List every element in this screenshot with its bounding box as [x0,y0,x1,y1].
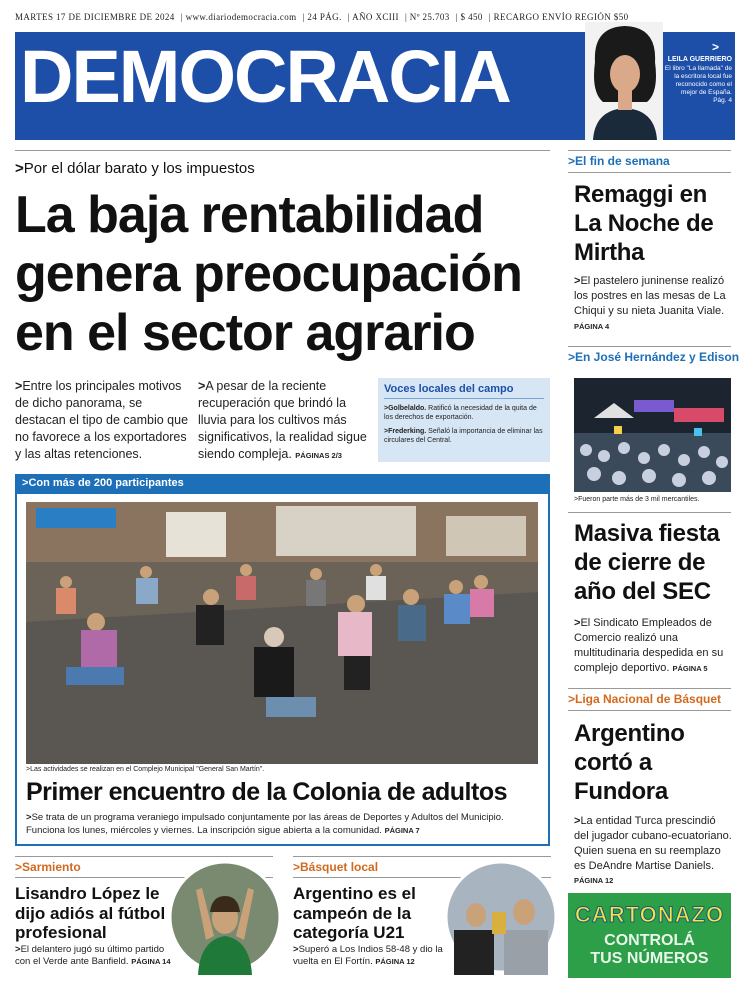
divider [568,512,731,513]
remaggi-page-ref: PÁGINA 4 [574,321,610,331]
lead-kicker-text: Por el dólar barato y los impuestos [23,160,255,177]
basquet-local-page-ref: PÁGINA 12 [375,957,415,967]
promo-text: El libro "La llamada" de la escritora local fue reconocido como el mejor de España. [664,64,732,97]
lead-column-1: >Entre los principales motivos de dicho panorama, se destacan el tipo de cambio que no favorece a los exportadores y las altas retenciones. [15,379,189,461]
feature-headline[interactable]: Primer encuentro de la Colonia de adultos [26,778,507,806]
sec-caption-text: Fueron parte más de 3 mil mercantiles. [578,496,700,503]
remaggi-body: >El pastelero juninense realizó los postres en las mesas de La Chiqui y su nieta Juanita Viale. PÁGINA 4 [574,275,726,331]
basquet-local-headline[interactable]: Argentino es el campeón de la categoría U21 [293,884,416,943]
basquet-local-body-text: Superó a Los Indios 58-48 y dio la vuelta en El Fortín. [293,944,443,968]
shipping-surcharge: RECARGO ENVÍO REGIÓN $50 [493,12,629,22]
divider [568,346,731,347]
lead-page-ref: PÁGINAS 2/3 [295,450,342,460]
fundora-body: >La entidad Turca prescindió del jugador cubano-ecuatoriano. Quien suena en su reemplazo es DeAndre Martise Daniels. PÁGINA 12 [574,815,732,886]
liga-label-text: Liga Nacional de Básquet [575,692,722,706]
newspaper-logo: DEMOCRACIA [20,35,510,118]
remaggi-body-text: El pastelero juninense realizó los postres en las mesas de La Chiqui y su nieta Juanita Viale. [574,275,726,317]
issue-date: MARTES 17 DE DICIEMBRE DE 2024 [15,12,175,22]
weekend-label: >El fin de semana [568,154,670,168]
divider [15,856,273,857]
lead-headline[interactable]: La baja rentabilidad genera preocupación en el sector agrario [15,186,522,362]
sec-body: >El Sindicato Empleados de Comercio realizó una multitudinaria despedida en su complejo deportivo. PÁGINA 5 [574,617,724,674]
voces-item1-name: Golbelaldo. [388,405,427,412]
sec-party-photo [574,378,731,492]
issue-info-strip: MARTES 17 DE DICIEMBRE DE 2024 | www.diariodemocracia.com | 24 PÁG. | AÑO XCIII | Nº 25.703 | $ 450 | RECARGO ENVÍO REGIÓN $50 [15,12,629,22]
sec-photo-caption: >Fueron parte más de 3 mil mercantiles. [574,496,700,503]
lead-column-2: >A pesar de la reciente recuperación que brindó la lluvia para los cultivos más significativos, la realidad sigue siendo compleja. PÁGINAS 2/3 [198,379,367,461]
weekend-label-text: El fin de semana [575,154,670,168]
player-photo [168,860,283,975]
voces-item: >Golbelaldo. Ratificó la necesidad de la quita de los derechos de exportación. [384,405,537,422]
sec-headline[interactable]: Masiva fiesta de cierre de año del SEC [574,520,720,605]
fundora-body-text: La entidad Turca prescindió del jugador cubano-ecuatoriano. Quien suena en su reemplazo es DeAndre Martise Daniels. [574,815,732,872]
promo-arrow-icon: > [712,40,720,54]
divider [568,150,731,151]
feature-caption-text: Las actividades se realizan en el Complejo Municipal "General San Martín". [30,766,265,773]
voces-item1-text: Ratificó la necesidad de la quita de los derechos de exportación. [384,405,537,422]
promo-page: Pág. 4 [713,97,732,105]
liga-label: >Liga Nacional de Básquet [568,692,722,706]
lead-kicker: >Por el dólar barato y los impuestos [15,160,255,177]
sec-label: >En José Hernández y Edison [568,350,740,364]
divider [568,688,731,689]
cartonazo-logo: CARTONAZO [574,902,725,927]
issue-number: Nº 25.703 [409,12,450,22]
promo-blurb[interactable] [662,42,732,105]
basquet-local-label-text: Básquet local [300,860,379,874]
sec-body-text: El Sindicato Empleados de Comercio realizó una multitudinaria despedida en su complejo deportivo. [574,617,724,674]
voces-item: >Frederking. Señaló la importancia de eliminar las circulares del Central. [384,428,543,445]
divider [568,172,731,173]
lead-col2-text: A pesar de la reciente recuperación que brindó la lluvia para los cultivos más significativos, la realidad sigue siendo compleja. [198,379,367,461]
divider [293,856,551,857]
sec-label-text: En José Hernández y Edison [575,350,740,364]
gym-class-photo [26,502,538,764]
remaggi-headline[interactable]: Remaggi en La Noche de Mirtha [574,181,714,266]
sarmiento-body: >El delantero jugó su último partido con el Verde ante Banfield. PÁGINA 14 [15,944,171,968]
sarmiento-headline[interactable]: Lisandro López le dijo adiós al fútbol profesional [15,884,166,943]
promo-portrait-photo [585,22,663,140]
basketball-photo [444,860,559,975]
cartonazo-slogan [568,932,731,967]
feature-body: >Se trata de un programa veraniego impulsado conjuntamente por las áreas de Deportes y Adultos del Municipio. Funciona los lunes, miércoles y viernes. La inscripción sigue abierta a la comunidad. PÁGINA 7 [26,812,504,836]
sarmiento-label-text: Sarmiento [22,860,81,874]
ad-slogan-line1: CONTROLÁ [604,932,695,949]
basquet-local-body: >Superó a Los Indios 58-48 y dio la vuelta en El Fortín. PÁGINA 12 [293,944,443,968]
fundora-headline[interactable]: Argentino cortó a Fundora [574,720,685,805]
feature-label: Con más de 200 participantes [28,477,184,489]
lead-col1-text: Entre los principales motivos de dicho panorama, se destacan el tipo de cambio que no favorece a los exportadores y las altas retenciones. [15,379,189,461]
sarmiento-page-ref: PÁGINA 14 [131,957,171,967]
voces-item2-text: Señaló la importancia de eliminar las circulares del Central. [384,428,543,445]
issue-year: AÑO XCIII [352,12,399,22]
sarmiento-label: >Sarmiento [15,860,81,874]
issue-price: $ 450 [460,12,483,22]
sarmiento-body-text: El delantero jugó su último partido con el Verde ante Banfield. [15,944,165,968]
site-url: www.diariodemocracia.com [185,12,297,22]
page-count: 24 PÁG. [307,12,342,22]
feature-page-ref: PÁGINA 7 [384,825,420,835]
voces-box [378,378,550,462]
fundora-page-ref: PÁGINA 12 [574,876,614,886]
feature-body-text: Se trata de un programa veraniego impulsado conjuntamente por las áreas de Deportes y Adultos del Municipio. Funciona los lunes, miércoles y viernes. La inscripción sigue abierta a la comunidad. [26,812,504,836]
divider [15,150,550,151]
voces-title: Voces locales del campo [384,383,544,399]
feature-photo-caption: >Las actividades se realizan en el Complejo Municipal "General San Martín". [26,766,265,773]
sec-page-ref: PÁGINA 5 [672,663,708,673]
promo-name: LEILA GUERRIERO [667,56,732,63]
ad-slogan-line2: TUS NÚMEROS [590,949,709,967]
voces-item2-name: Frederking. [388,428,427,436]
basquet-local-label: >Básquet local [293,860,379,874]
divider [568,710,731,711]
feature-label-bar: >Con más de 200 participantes [15,474,550,494]
